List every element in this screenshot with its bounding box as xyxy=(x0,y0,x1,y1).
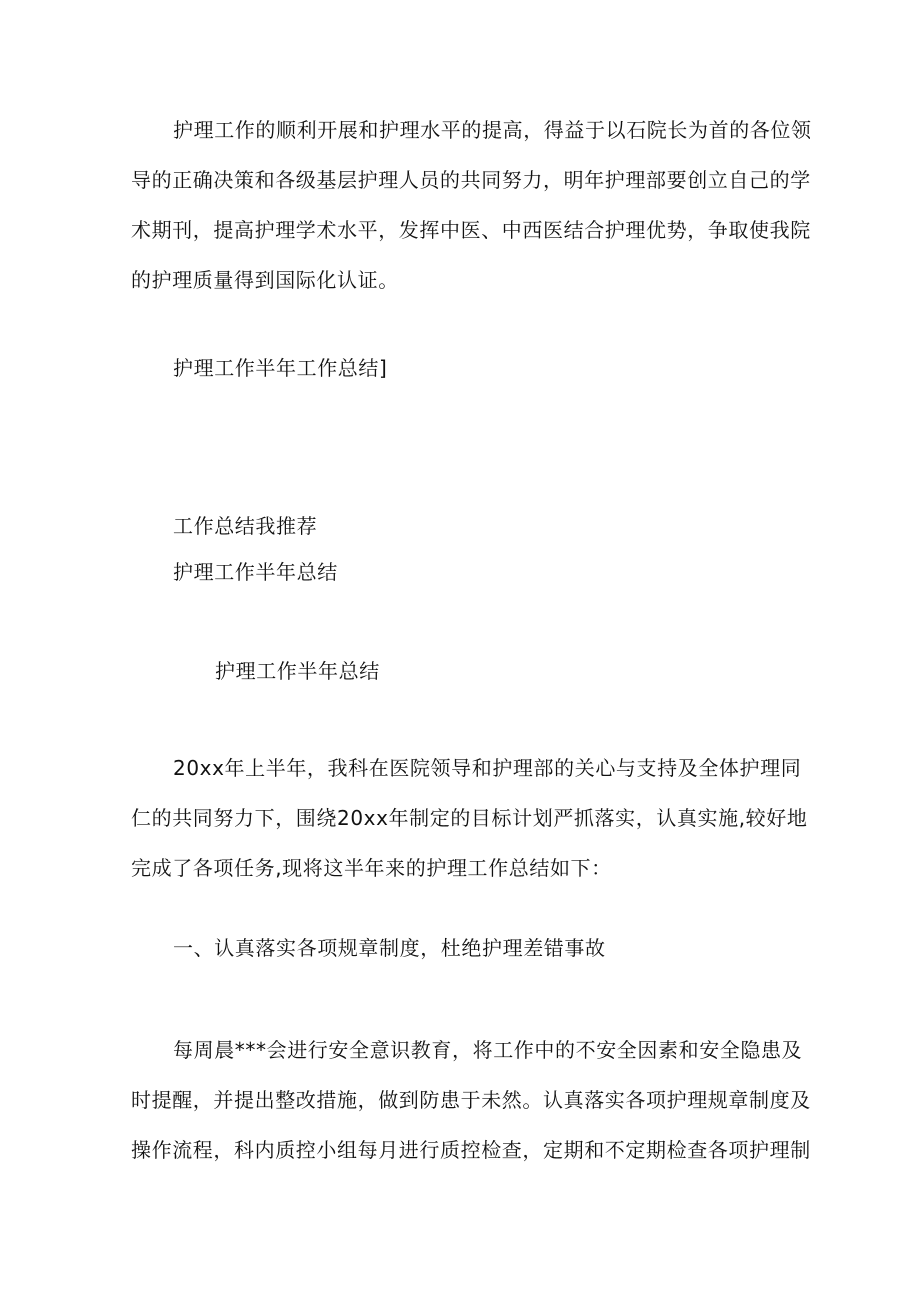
paragraph-line: 护理工作的顺利开展和护理水平的提高，得益于以石院长为首的各位领 xyxy=(173,118,812,142)
paragraph-line: 完成了各项任务,现将这半年来的护理工作总结如下： xyxy=(131,856,612,880)
paragraph-line: 20xx年上半年，我科在医院领导和护理部的关心与支持及全体护理同 xyxy=(173,756,802,780)
paragraph-line: 操作流程，科内质控小组每月进行质控检查，定期和不定期检查各项护理制 xyxy=(131,1138,811,1162)
article-title xyxy=(131,646,796,696)
paragraph-safety xyxy=(131,1025,811,1175)
paragraph-line: 术期刊，提高护理学术水平，发挥中医、中西医结合护理优势，争取使我院 xyxy=(131,218,811,242)
summary-reference-text: 护理工作半年工作总结] xyxy=(173,356,388,380)
recommend-label: 工作总结我推荐 xyxy=(173,514,318,538)
summary-reference xyxy=(131,343,796,393)
paragraph-line: 时提醒，并提出整改措施，做到防患于未然。认真落实各项护理规章制度及 xyxy=(131,1088,811,1112)
section-heading xyxy=(131,923,796,973)
paragraph-line: 每周晨***会进行安全意识教育，将工作中的不安全因素和安全隐患及 xyxy=(173,1038,803,1062)
paragraph-closing xyxy=(131,105,812,305)
paragraph-line: 导的正确决策和各级基层护理人员的共同努力，明年护理部要创立自己的学 xyxy=(131,168,811,192)
section-heading-text: 一、认真落实各项规章制度，杜绝护理差错事故 xyxy=(173,936,606,960)
recommend-section xyxy=(131,503,796,595)
paragraph-line: 仁的共同努力下，围绕20xx年制定的目标计划严抓落实，认真实施,较好地 xyxy=(131,806,808,830)
article-title-text: 护理工作半年总结 xyxy=(215,659,380,683)
paragraph-intro xyxy=(131,743,808,893)
paragraph-line: 的护理质量得到国际化认证。 xyxy=(131,268,399,292)
recommend-link[interactable]: 护理工作半年总结 xyxy=(173,560,338,584)
